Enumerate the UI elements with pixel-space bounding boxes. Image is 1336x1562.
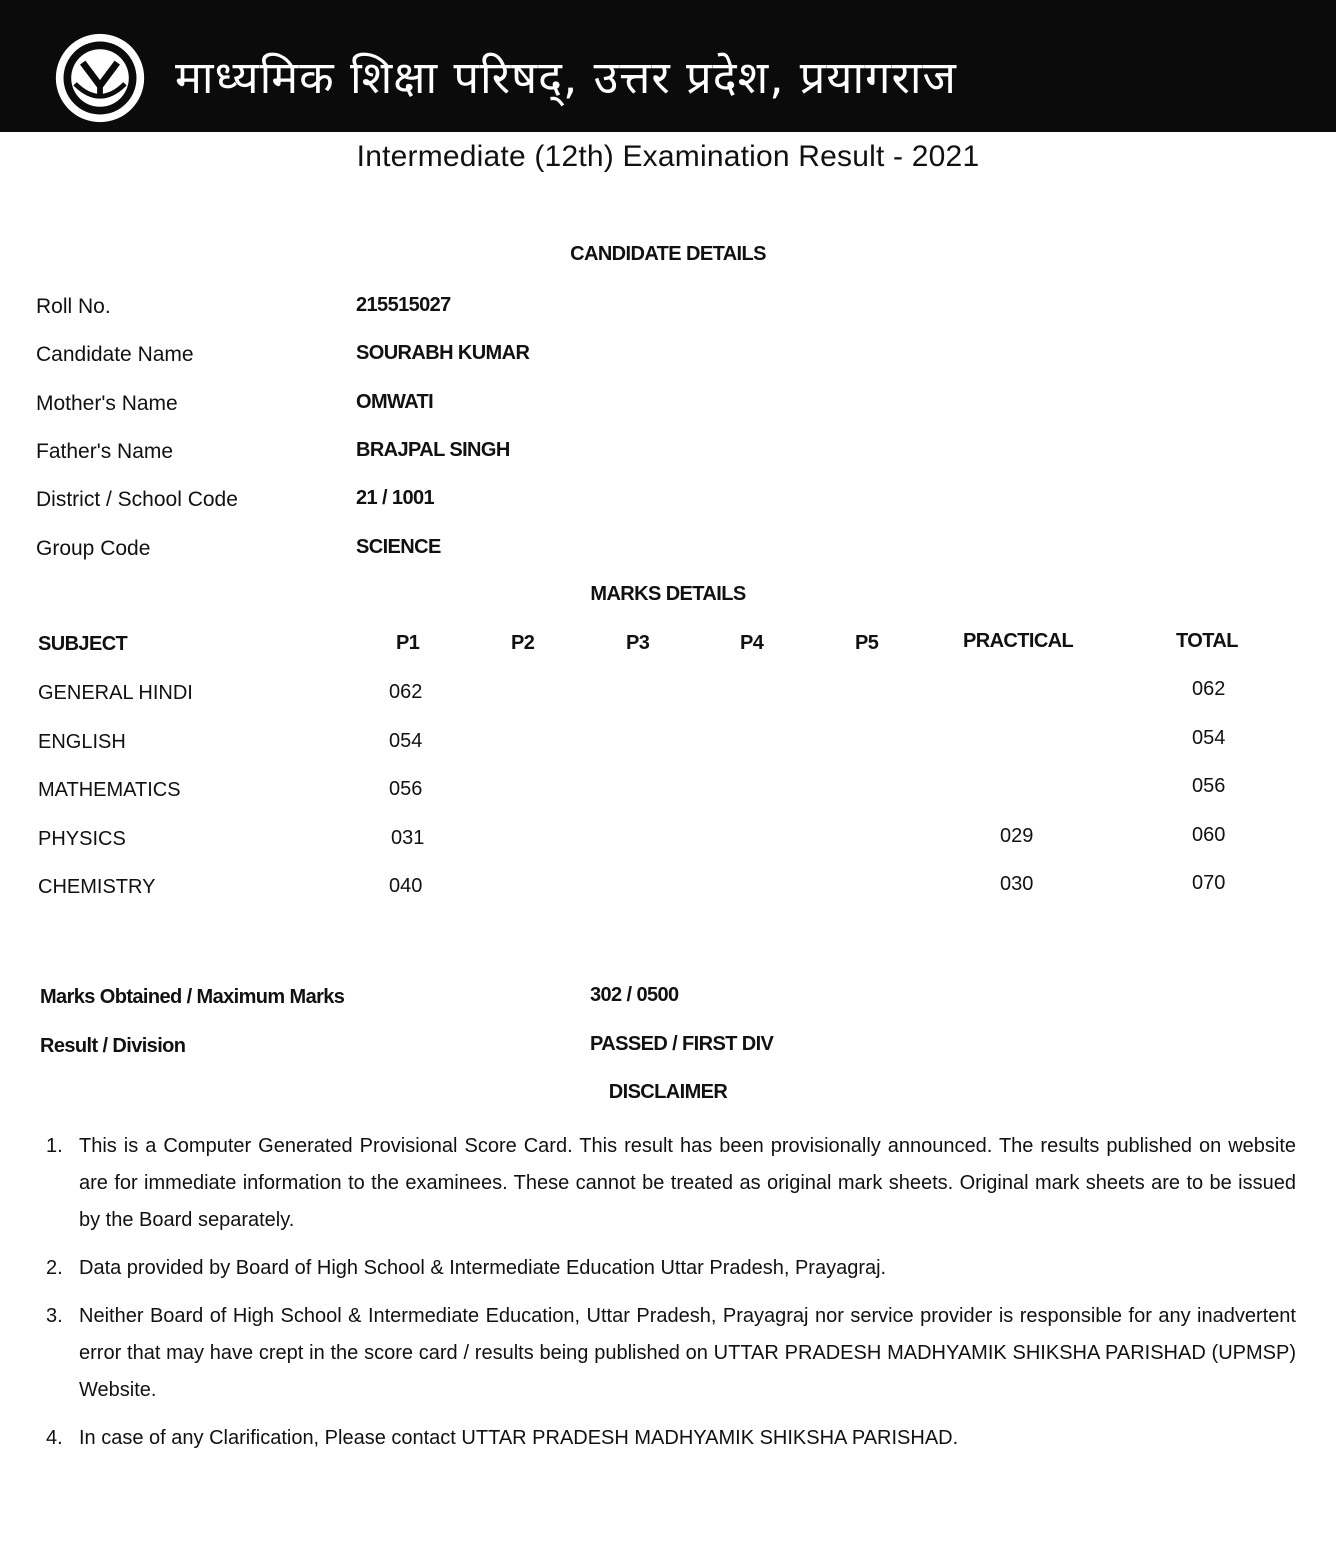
table-row-p1: 040	[389, 875, 423, 897]
result-division-label: Result / Division	[40, 1035, 186, 1057]
disclaimer-item-text: In case of any Clarification, Please contact UTTAR PRADESH MADHYAMIK SHIKSHA PARISHAD.	[79, 1427, 959, 1449]
disclaimer-item	[46, 1420, 1296, 1457]
table-row-subject: MATHEMATICS	[38, 779, 181, 801]
table-row-total: 054	[1192, 727, 1226, 749]
father-name-label: Father's Name	[36, 440, 174, 463]
table-row-p1: 062	[389, 681, 423, 703]
roll-no-value: 215515027	[356, 294, 451, 316]
table-row-p1: 056	[389, 778, 423, 800]
col-p4: P4	[740, 632, 764, 654]
disclaimer-item-text: Data provided by Board of High School & Intermediate Education Uttar Pradesh, Prayagraj.	[79, 1257, 887, 1279]
disclaimer-item-text: Neither Board of High School & Intermediate Education, Uttar Pradesh, Prayagraj nor service provider is responsible for any inadvertent error that may have crept in the score card / results being published on UTTAR PRADESH MADHYAMIK SHIKSHA PARISHAD (UPMSP) Website.	[79, 1305, 1296, 1401]
marks-details-heading: MARKS DETAILS	[590, 583, 746, 605]
col-p3: P3	[626, 632, 650, 654]
table-row-subject: CHEMISTRY	[38, 876, 156, 898]
father-name-value: BRAJPAL SINGH	[356, 439, 510, 461]
marks-obtained-value: 302 / 0500	[590, 984, 679, 1006]
candidate-details-heading: CANDIDATE DETAILS	[570, 243, 766, 265]
board-emblem-icon	[52, 30, 148, 126]
mother-name-value: OMWATI	[356, 391, 434, 413]
roll-no-label: Roll No.	[36, 295, 111, 318]
table-row-practical: 029	[1000, 825, 1034, 847]
group-code-value: SCIENCE	[356, 536, 441, 558]
table-row-total: 062	[1192, 678, 1226, 700]
disclaimer-item	[46, 1298, 1296, 1409]
col-practical: PRACTICAL	[963, 630, 1074, 652]
table-row-total: 060	[1192, 824, 1226, 846]
district-school-code-value: 21 / 1001	[356, 487, 435, 509]
table-row-p1: 054	[389, 730, 423, 752]
group-code-label: Group Code	[36, 537, 151, 560]
disclaimer-item-number: 3.	[46, 1305, 63, 1327]
header-band	[0, 0, 1336, 132]
disclaimer-heading: DISCLAIMER	[608, 1081, 728, 1103]
disclaimer-item-number: 2.	[46, 1257, 63, 1279]
mother-name-label: Mother's Name	[36, 392, 178, 415]
table-row-p1: 031	[391, 827, 425, 849]
col-subject: SUBJECT	[38, 633, 128, 655]
col-total: TOTAL	[1176, 630, 1238, 652]
candidate-name-value: SOURABH KUMAR	[356, 342, 530, 364]
table-row-total: 056	[1192, 775, 1226, 797]
col-p1: P1	[396, 632, 420, 654]
table-row-subject: ENGLISH	[38, 731, 126, 753]
table-row-subject: GENERAL HINDI	[38, 682, 193, 704]
district-school-code-label: District / School Code	[36, 488, 238, 511]
marks-obtained-label: Marks Obtained / Maximum Marks	[40, 986, 345, 1008]
disclaimer-item	[46, 1128, 1296, 1239]
table-row-total: 070	[1192, 872, 1226, 894]
page-title: Intermediate (12th) Examination Result - 2021	[356, 140, 980, 173]
col-p5: P5	[855, 632, 879, 654]
disclaimer-item	[46, 1250, 1296, 1287]
disclaimer-item-number: 4.	[46, 1427, 63, 1449]
board-name: माध्यमिक शिक्षा परिषद्, उत्तर प्रदेश, प्रयागराज	[175, 51, 957, 104]
disclaimer-item-number: 1.	[46, 1135, 63, 1157]
candidate-name-label: Candidate Name	[36, 343, 194, 366]
table-row-subject: PHYSICS	[38, 828, 126, 850]
table-row-practical: 030	[1000, 873, 1034, 895]
disclaimer-item-text: This is a Computer Generated Provisional Score Card. This result has been provisionally announced. The results published on website are for immediate information to the examinees. These cannot be treated as original mark sheets. Original mark sheets are to be issued by the Board separately.	[79, 1135, 1296, 1231]
col-p2: P2	[511, 632, 535, 654]
result-division-value: PASSED / FIRST DIV	[590, 1033, 774, 1055]
